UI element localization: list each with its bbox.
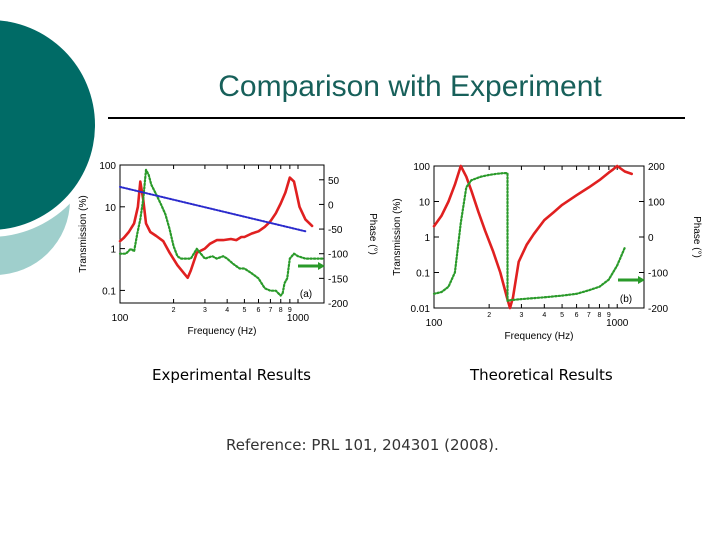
y-left-tick-label: 0.01 (410, 304, 430, 315)
x-tick-label: 4 (225, 307, 230, 314)
y-left-axis-label: Transmission (%) (392, 198, 403, 276)
x-tick-label: 4 (542, 312, 547, 319)
y-right-tick-label: -100 (328, 249, 349, 261)
experimental-caption: Experimental Results (152, 366, 311, 384)
x-axis-label: Frequency (Hz) (187, 326, 257, 337)
y-right-tick-label: 100 (648, 197, 665, 209)
x-axis-label: Frequency (Hz) (504, 331, 574, 342)
x-tick-label: 5 (560, 312, 565, 319)
x-tick-label: 1000 (286, 313, 310, 324)
y-left-tick-label: 100 (413, 162, 430, 173)
transmission-series-line (120, 178, 312, 278)
x-tick-label: 7 (586, 312, 591, 319)
y-right-tick-label: 0 (328, 200, 334, 212)
y-right-tick-label: 0 (648, 233, 654, 244)
y-right-tick-label: 50 (328, 175, 340, 187)
x-tick-label: 6 (574, 312, 579, 319)
panel-label: (a) (299, 289, 313, 300)
x-tick-label: 9 (287, 307, 292, 314)
slide-title: Comparison with Experiment (218, 70, 602, 103)
experimental-chart (78, 158, 378, 340)
x-tick-label: 2 (487, 312, 492, 319)
y-left-tick-label: 1 (110, 244, 116, 256)
title-underline (108, 117, 685, 119)
y-left-axis-label: Transmission (%) (78, 195, 89, 273)
x-tick-label: 9 (606, 312, 611, 319)
x-tick-label: 5 (242, 307, 247, 314)
phase-series-line (434, 173, 625, 301)
y-left-tick-label: 10 (104, 202, 116, 214)
x-tick-label: 3 (519, 312, 524, 319)
y-left-tick-label: 1 (424, 233, 430, 244)
x-tick-label: 6 (256, 307, 261, 314)
x-tick-label: 8 (597, 312, 602, 319)
y-right-tick-label: -100 (648, 268, 669, 280)
y-right-tick-label: -200 (328, 299, 349, 310)
y-right-tick-label: -150 (328, 274, 349, 286)
y-right-tick-label: 200 (648, 162, 665, 173)
y-left-tick-label: 100 (99, 161, 116, 172)
y-left-tick-label: 0.1 (102, 286, 116, 298)
theoretical-caption: Theoretical Results (470, 366, 613, 384)
x-tick-label: 3 (202, 307, 207, 314)
y-right-tick-label: -200 (648, 304, 669, 315)
y-left-tick-label: 0.1 (416, 268, 430, 280)
plot-frame (434, 166, 644, 308)
y-right-tick-label: -50 (328, 225, 343, 237)
x-tick-label: 100 (425, 318, 443, 329)
transmission-series-line (434, 166, 632, 308)
y-left-tick-label: 10 (418, 197, 430, 209)
y-right-axis-label: Phase (°) (367, 213, 378, 255)
x-tick-label: 100 (111, 313, 129, 324)
y-right-axis-label: Phase (°) (691, 216, 702, 258)
theoretical-chart (388, 158, 700, 344)
x-tick-label: 2 (171, 307, 176, 314)
reference-text: Reference: PRL 101, 204301 (2008). (226, 436, 499, 454)
x-tick-label: 8 (278, 307, 283, 314)
x-tick-label: 7 (268, 307, 273, 314)
panel-label: (b) (619, 294, 633, 305)
x-tick-label: 1000 (606, 318, 629, 329)
